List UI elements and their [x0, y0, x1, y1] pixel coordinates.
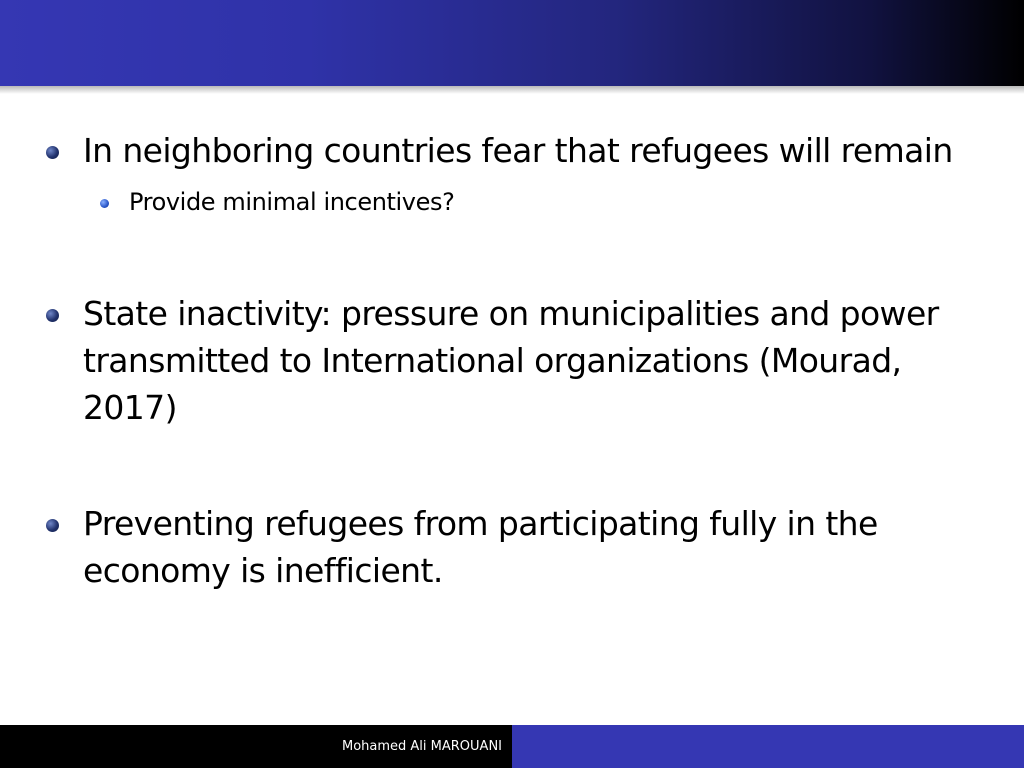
bullet-item — [83, 500, 983, 594]
footer-right-band — [512, 725, 1024, 768]
footer-author: Mohamed Ali MAROUANI — [341, 739, 502, 754]
bullet-text: Preventing refugees from participating fully in the economy is inefficient. — [83, 504, 878, 590]
sub-bullet-text: Provide minimal incentives? — [129, 188, 455, 216]
footer-left-band — [0, 725, 512, 768]
bullet-item — [83, 127, 983, 174]
sub-bullet-dot-icon — [100, 199, 109, 208]
bullet-dot-icon — [46, 309, 59, 322]
bullet-item — [83, 290, 983, 431]
bullet-dot-icon — [46, 146, 59, 159]
bullet-dot-icon — [46, 519, 59, 532]
sub-bullet-item — [129, 186, 829, 218]
bullet-text: State inactivity: pressure on municipalities and power transmitted to International organizations (Mourad, 2017) — [83, 294, 939, 427]
bullet-text: In neighboring countries fear that refugees will remain — [83, 131, 953, 170]
